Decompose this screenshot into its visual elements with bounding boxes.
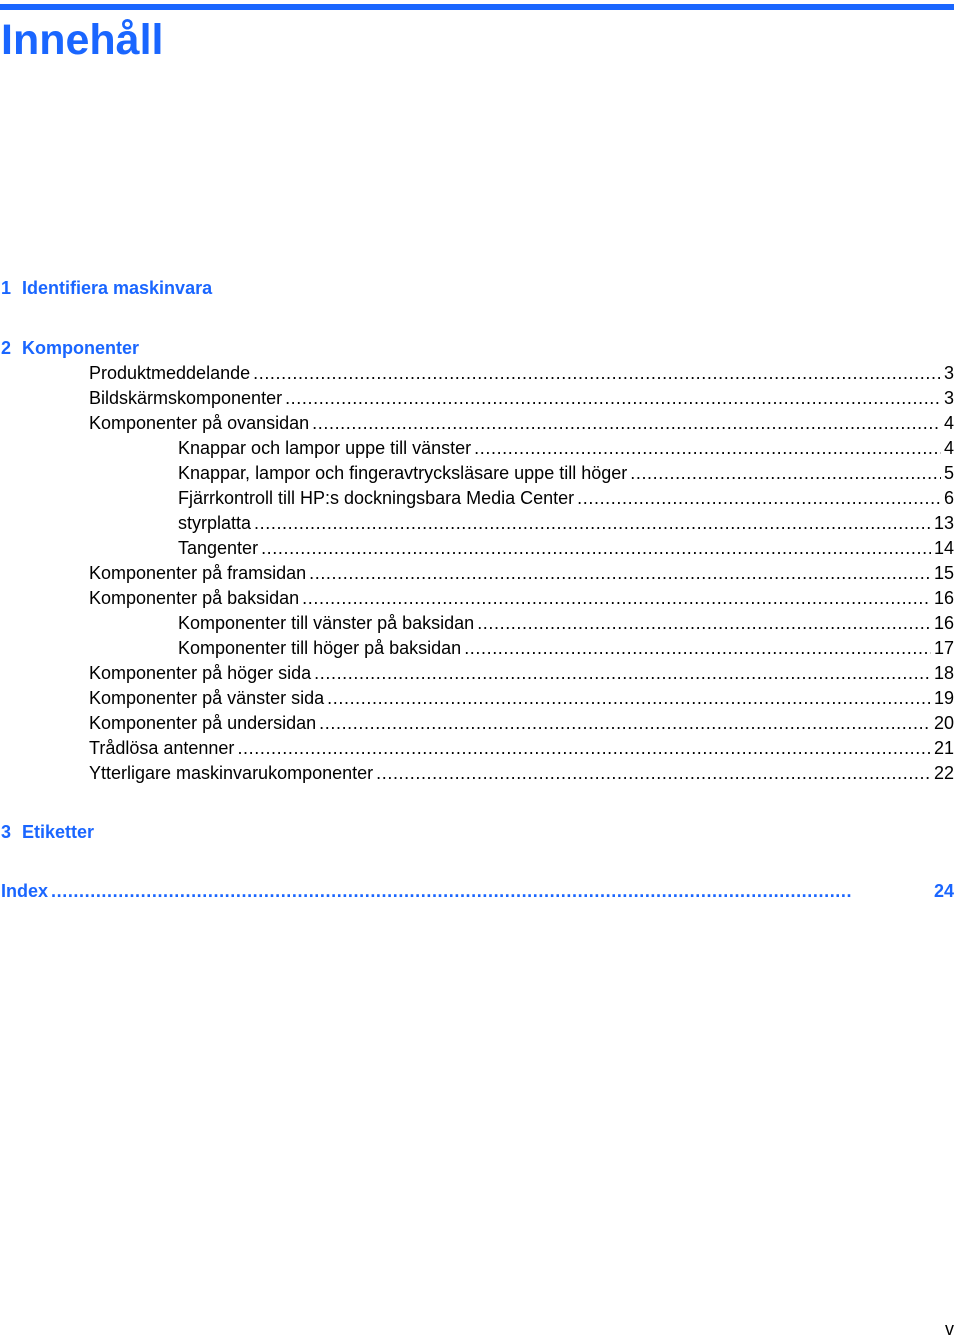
toc-entry-title: styrplatta bbox=[178, 513, 252, 533]
dot-leader bbox=[376, 762, 931, 784]
toc-entry[interactable] bbox=[89, 762, 954, 784]
toc-entry-page: 5 bbox=[943, 463, 954, 483]
toc-entry[interactable] bbox=[89, 662, 954, 684]
chapter-title: Etiketter bbox=[22, 822, 95, 842]
toc-entry-page: 16 bbox=[933, 613, 954, 633]
toc-subentry[interactable] bbox=[178, 512, 954, 534]
dot-leader bbox=[327, 687, 931, 709]
toc-subentry[interactable] bbox=[178, 537, 954, 559]
dot-leader bbox=[309, 562, 931, 584]
chapter-number: 2 bbox=[1, 338, 12, 358]
index-title: Index bbox=[1, 881, 49, 901]
toc-entry-title: Komponenter till höger på baksidan bbox=[178, 638, 462, 658]
toc-subentry[interactable] bbox=[178, 437, 954, 459]
chapter-title: Identifiera maskinvara bbox=[22, 278, 213, 298]
toc-entry-page: 4 bbox=[943, 413, 954, 433]
toc-entry-page: 16 bbox=[933, 588, 954, 608]
toc-entry-page: 15 bbox=[933, 563, 954, 583]
toc-entry-page: 6 bbox=[943, 488, 954, 508]
toc-entry[interactable] bbox=[89, 587, 954, 609]
toc-entry-title: Komponenter till vänster på baksidan bbox=[178, 613, 475, 633]
toc-entry-page: 19 bbox=[933, 688, 954, 708]
page-title: Innehåll bbox=[1, 16, 164, 64]
dot-leader bbox=[477, 612, 931, 634]
toc-entry-title: Komponenter på höger sida bbox=[89, 663, 312, 683]
toc-entry-title: Komponenter på framsidan bbox=[89, 563, 307, 583]
dot-leader bbox=[261, 537, 931, 559]
dot-leader bbox=[630, 462, 941, 484]
toc-entry[interactable] bbox=[89, 737, 954, 759]
toc-chapter-1[interactable] bbox=[1, 277, 212, 299]
toc-entry-page: 20 bbox=[933, 713, 954, 733]
toc-entry-title: Knappar, lampor och fingeravtrycksläsare uppe till höger bbox=[178, 463, 628, 483]
chapter-number: 3 bbox=[1, 822, 12, 842]
dot-leader bbox=[314, 662, 931, 684]
toc-entry[interactable] bbox=[89, 362, 954, 384]
header-rule bbox=[0, 4, 954, 10]
toc-subentry[interactable] bbox=[178, 487, 954, 509]
toc-entry[interactable] bbox=[89, 387, 954, 409]
toc-entry-title: Ytterligare maskinvarukomponenter bbox=[89, 763, 374, 783]
toc-entry[interactable] bbox=[89, 687, 954, 709]
toc-entry[interactable] bbox=[89, 562, 954, 584]
toc-subentry[interactable] bbox=[178, 462, 954, 484]
toc-entry-page: 4 bbox=[943, 438, 954, 458]
toc-entry-title: Komponenter på undersidan bbox=[89, 713, 317, 733]
toc-entry-title: Fjärrkontroll till HP:s dockningsbara Media Center bbox=[178, 488, 575, 508]
dot-leader bbox=[51, 880, 931, 902]
index-page: 24 bbox=[933, 881, 954, 901]
toc-entry-title: Komponenter på vänster sida bbox=[89, 688, 325, 708]
dot-leader bbox=[319, 712, 931, 734]
toc-entry-page: 14 bbox=[933, 538, 954, 558]
chapter-title: Komponenter bbox=[22, 338, 139, 358]
toc-entry-page: 3 bbox=[943, 363, 954, 383]
dot-leader bbox=[254, 512, 931, 534]
toc-entry-page: 13 bbox=[933, 513, 954, 533]
dot-leader bbox=[285, 387, 941, 409]
dot-leader bbox=[237, 737, 931, 759]
toc-entry-title: Komponenter på baksidan bbox=[89, 588, 300, 608]
toc-entry[interactable] bbox=[89, 412, 954, 434]
toc-entry-page: 21 bbox=[933, 738, 954, 758]
dot-leader bbox=[253, 362, 941, 384]
toc-entry-page: 3 bbox=[943, 388, 954, 408]
toc-index-entry[interactable] bbox=[1, 880, 954, 902]
chapter-number: 1 bbox=[1, 278, 12, 298]
dot-leader bbox=[312, 412, 941, 434]
toc-entry-title: Bildskärmskomponenter bbox=[89, 388, 283, 408]
toc-entry-title: Tangenter bbox=[178, 538, 259, 558]
toc-subentry[interactable] bbox=[178, 612, 954, 634]
page-number: v bbox=[945, 1319, 954, 1339]
toc-entry-page: 18 bbox=[933, 663, 954, 683]
toc-entry-title: Trådlösa antenner bbox=[89, 738, 235, 758]
toc-entry-title: Knappar och lampor uppe till vänster bbox=[178, 438, 472, 458]
dot-leader bbox=[474, 437, 941, 459]
dot-leader bbox=[464, 637, 931, 659]
toc-entry[interactable] bbox=[89, 712, 954, 734]
toc-subentry[interactable] bbox=[178, 637, 954, 659]
toc-chapter-3[interactable] bbox=[1, 821, 94, 843]
dot-leader bbox=[302, 587, 931, 609]
toc-entry-page: 17 bbox=[933, 638, 954, 658]
toc-entry-title: Produktmeddelande bbox=[89, 363, 251, 383]
toc-chapter-2[interactable] bbox=[1, 337, 139, 359]
dot-leader bbox=[577, 487, 941, 509]
toc-entry-page: 22 bbox=[933, 763, 954, 783]
toc-entry-title: Komponenter på ovansidan bbox=[89, 413, 310, 433]
